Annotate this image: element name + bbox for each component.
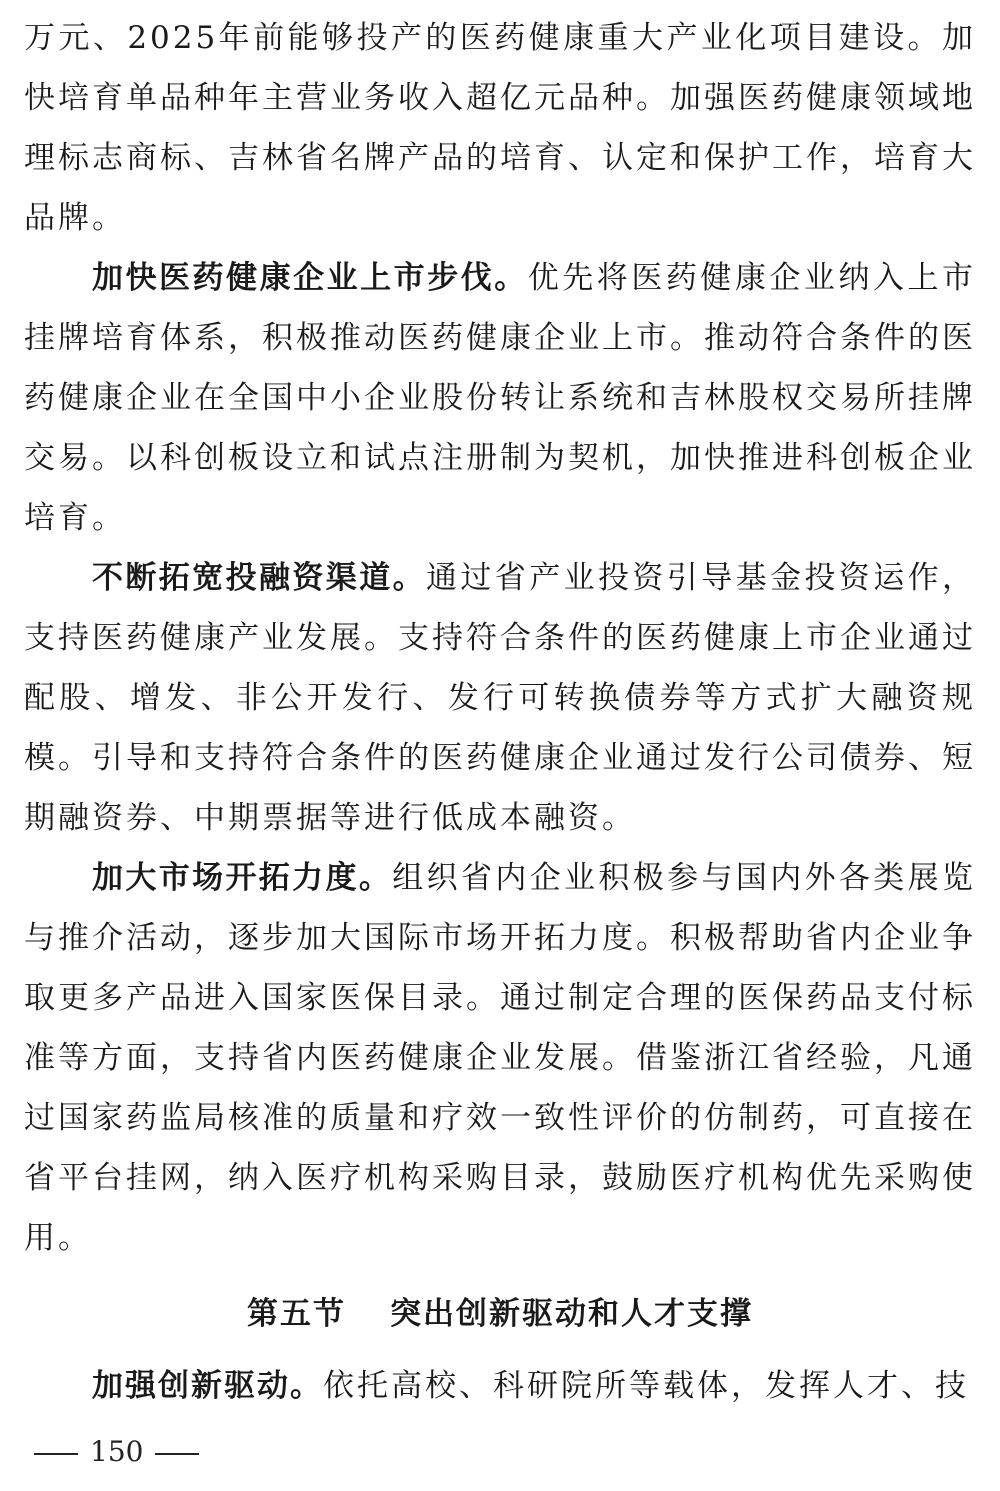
section-title-text: 突出创新驱动和人才支撑 — [390, 1296, 753, 1332]
paragraph-1 — [24, 8, 976, 248]
footer-dash-right — [155, 1453, 199, 1455]
paragraph-2-lead: 加快医药健康企业上市步伐。 — [92, 260, 528, 296]
page-footer — [34, 1432, 199, 1472]
paragraph-5-text: 依托高校、科研院所等载体，发挥人才、技 — [323, 1368, 969, 1404]
paragraph-4-lead: 加大市场开拓力度。 — [92, 860, 393, 896]
page-number: 150 — [90, 1435, 144, 1468]
paragraph-4-text: 组织省内企业积极参与国内外各类展览与推介活动，逐步加大国际市场开拓力度。积极帮助省内企业争取更多产品进入国家医保目录。通过制定合理的医保药品支付标准等方面，支持省内医药健康企业发展。借鉴浙江省经验，凡通过国家药监局核准的质量和疗效一致性评价的仿制药，可直接在省平台挂网，纳入医疗机构采购目录，鼓励医疗机构优先采购使用。 — [24, 860, 977, 1256]
paragraph-2 — [24, 248, 976, 548]
paragraph-3 — [24, 548, 976, 848]
paragraph-1-text: 万元、2025年前能够投产的医药健康重大产业化项目建设。加快培育单品种年主营业务收入超亿元品种。加强医药健康领域地理标志商标、吉林省名牌产品的培育、认定和保护工作，培育大品牌。 — [24, 20, 976, 236]
section-number: 第五节 — [247, 1296, 346, 1332]
paragraph-5 — [24, 1356, 976, 1416]
paragraph-2-text: 优先将医药健康企业纳入上市挂牌培育体系，积极推动医药健康企业上市。推动符合条件的医药健康企业在全国中小企业股份转让系统和吉林股权交易所挂牌交易。以科创板设立和试点注册制为契机，加快推进科创板企业培育。 — [24, 260, 977, 536]
paragraph-3-text: 通过省产业投资引导基金投资运作，支持医药健康产业发展。支持符合条件的医药健康上市企业通过配股、增发、非公开发行、发行可转换债券等方式扩大融资规模。引导和支持符合条件的医药健康企业通过发行公司债券、短期融资券、中期票据等进行低成本融资。 — [24, 560, 976, 836]
footer-dash-left — [34, 1453, 78, 1455]
document-page — [24, 8, 976, 1416]
paragraph-5-lead: 加强创新驱动。 — [92, 1368, 323, 1404]
section-heading — [24, 1284, 976, 1344]
paragraph-4 — [24, 848, 976, 1268]
paragraph-3-lead: 不断拓宽投融资渠道。 — [92, 560, 426, 596]
